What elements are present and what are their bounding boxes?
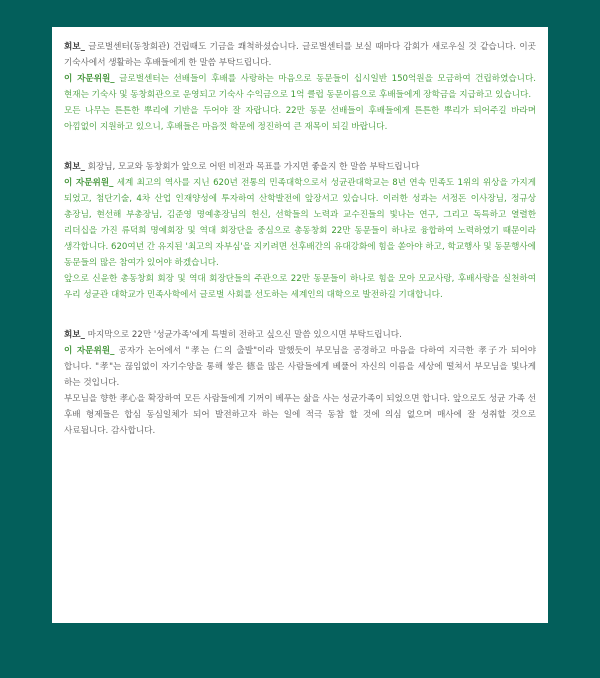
qa-block-2 <box>64 159 536 303</box>
answer-2 <box>64 175 536 271</box>
answer-speaker: 이 자문위원_ <box>64 346 115 356</box>
question-1 <box>64 39 536 71</box>
question-text: 마지막으로 22만 '성균가족'에게 특별히 전하고 싶으신 말씀 있으시면 부탁드립니다. <box>84 330 402 340</box>
answer-text: 세계 최고의 역사를 지닌 620년 전통의 민족대학으로서 성균관대학교는 8년 연속 민족도 1위의 위상을 가지게 되었고, 첨단기술, 4차 산업 인재양성에 투자하여 산학발전에 앞장서고 있습니다. 이러한 성과는 서정돈 이사장님, 정규상 총장님, 현선해 부총장님, 김준영 명예총장님의 헌신, 선학들의 노력과 교수진들의 빛나는 연구, 그리고 독특하고 열렬한 리더십을 가진 류덕희 명예회장 및 역대 회장단을 중심으로 총동창회 22만 동문들이 하나로 융합하여 노력하였기 때문이라 생각합니다. 620여년 간 유지된 '최고의 자부심'을 지키려면 선후배간의 유대강화에 힘을 쏟아야 하고, 학교행사 및 동문행사에 동문들의 많은 참여가 있어야 하겠습니다. <box>64 178 537 268</box>
qa-block-1 <box>64 39 536 135</box>
question-speaker: 회보_ <box>64 162 85 172</box>
answer-text: 글로벌센터는 선배들이 후배를 사랑하는 마음으로 동문들이 십시일반 150억원을 모금하여 건립하였습니다. 현재는 기숙사 및 동창회관으로 운영되고 기숙사 수익금으로 1억 클럽 동문이름으로 후배들에게 장학금을 지급하고 있습니다. <box>64 74 537 100</box>
answer-3 <box>64 343 536 391</box>
question-speaker: 회보_ <box>64 42 85 52</box>
answer-1-continued: 모든 나무는 튼튼한 뿌리에 기반을 두어야 잘 자랍니다. 22만 동문 선배들이 후배들에게 튼튼한 뿌리가 되어주길 바라며 아낌없이 지원하고 있으니, 후배들은 마음껏 학문에 정진하여 큰 재목이 되길 바랍니다. <box>64 106 536 132</box>
question-3 <box>64 327 536 343</box>
answer-2-continued: 앞으로 신윤한 총동창회 회장 및 역대 회장단들의 주관으로 22만 동문들이 하나로 힘을 모아 모교사랑, 후배사랑을 실천하여 우리 성균관 대학교가 민족사학에서 글로벌 사회를 선도하는 세계인의 대학으로 발전하길 기대합니다. <box>64 274 536 300</box>
question-text: 글로벌센터(동창회관) 건립때도 기금을 쾌척하셨습니다. 글로벌센터를 보실 때마다 감회가 새로우실 것 같습니다. 이곳 기숙사에서 생활하는 후배들에게 한 말씀 부탁드립니다. <box>64 42 536 68</box>
answer-speaker: 이 자문위원_ <box>64 74 115 84</box>
question-text: 회장님, 모교와 동창회가 앞으로 어떤 비전과 목표를 가지면 좋을지 한 말씀 부탁드립니다 <box>84 162 420 172</box>
interview-page <box>52 27 548 623</box>
answer-speaker: 이 자문위원_ <box>64 178 114 188</box>
question-2 <box>64 159 536 175</box>
answer-3-continued: 부모님을 향한 孝心을 확장하여 모든 사람들에게 기꺼이 베푸는 삶을 사는 성균가족이 되었으면 합니다. 앞으로도 성균 가족 선 후배 형제들은 합심 동심일체가 되어 발전하고자 하는 일에 적극 동참 할 것에 의심 없으며 매사에 잘 성취할 것으로 사료됩니다. 감사합니다. <box>64 394 536 436</box>
answer-1 <box>64 71 536 103</box>
question-speaker: 회보_ <box>64 330 85 340</box>
qa-block-3 <box>64 327 536 439</box>
answer-text: 공자가 논어에서 "孝는 仁의 출발"이라 말했듯이 부모님을 공경하고 마음을 다하여 지극한 孝子가 되어야 합니다. "孝"는 끊임없이 자기수양을 통해 쌓은 德을 많은 사람들에게 베풀어 자신의 이름을 세상에 떨쳐서 부모님을 빛나게 하는 것입니다. <box>64 346 536 388</box>
